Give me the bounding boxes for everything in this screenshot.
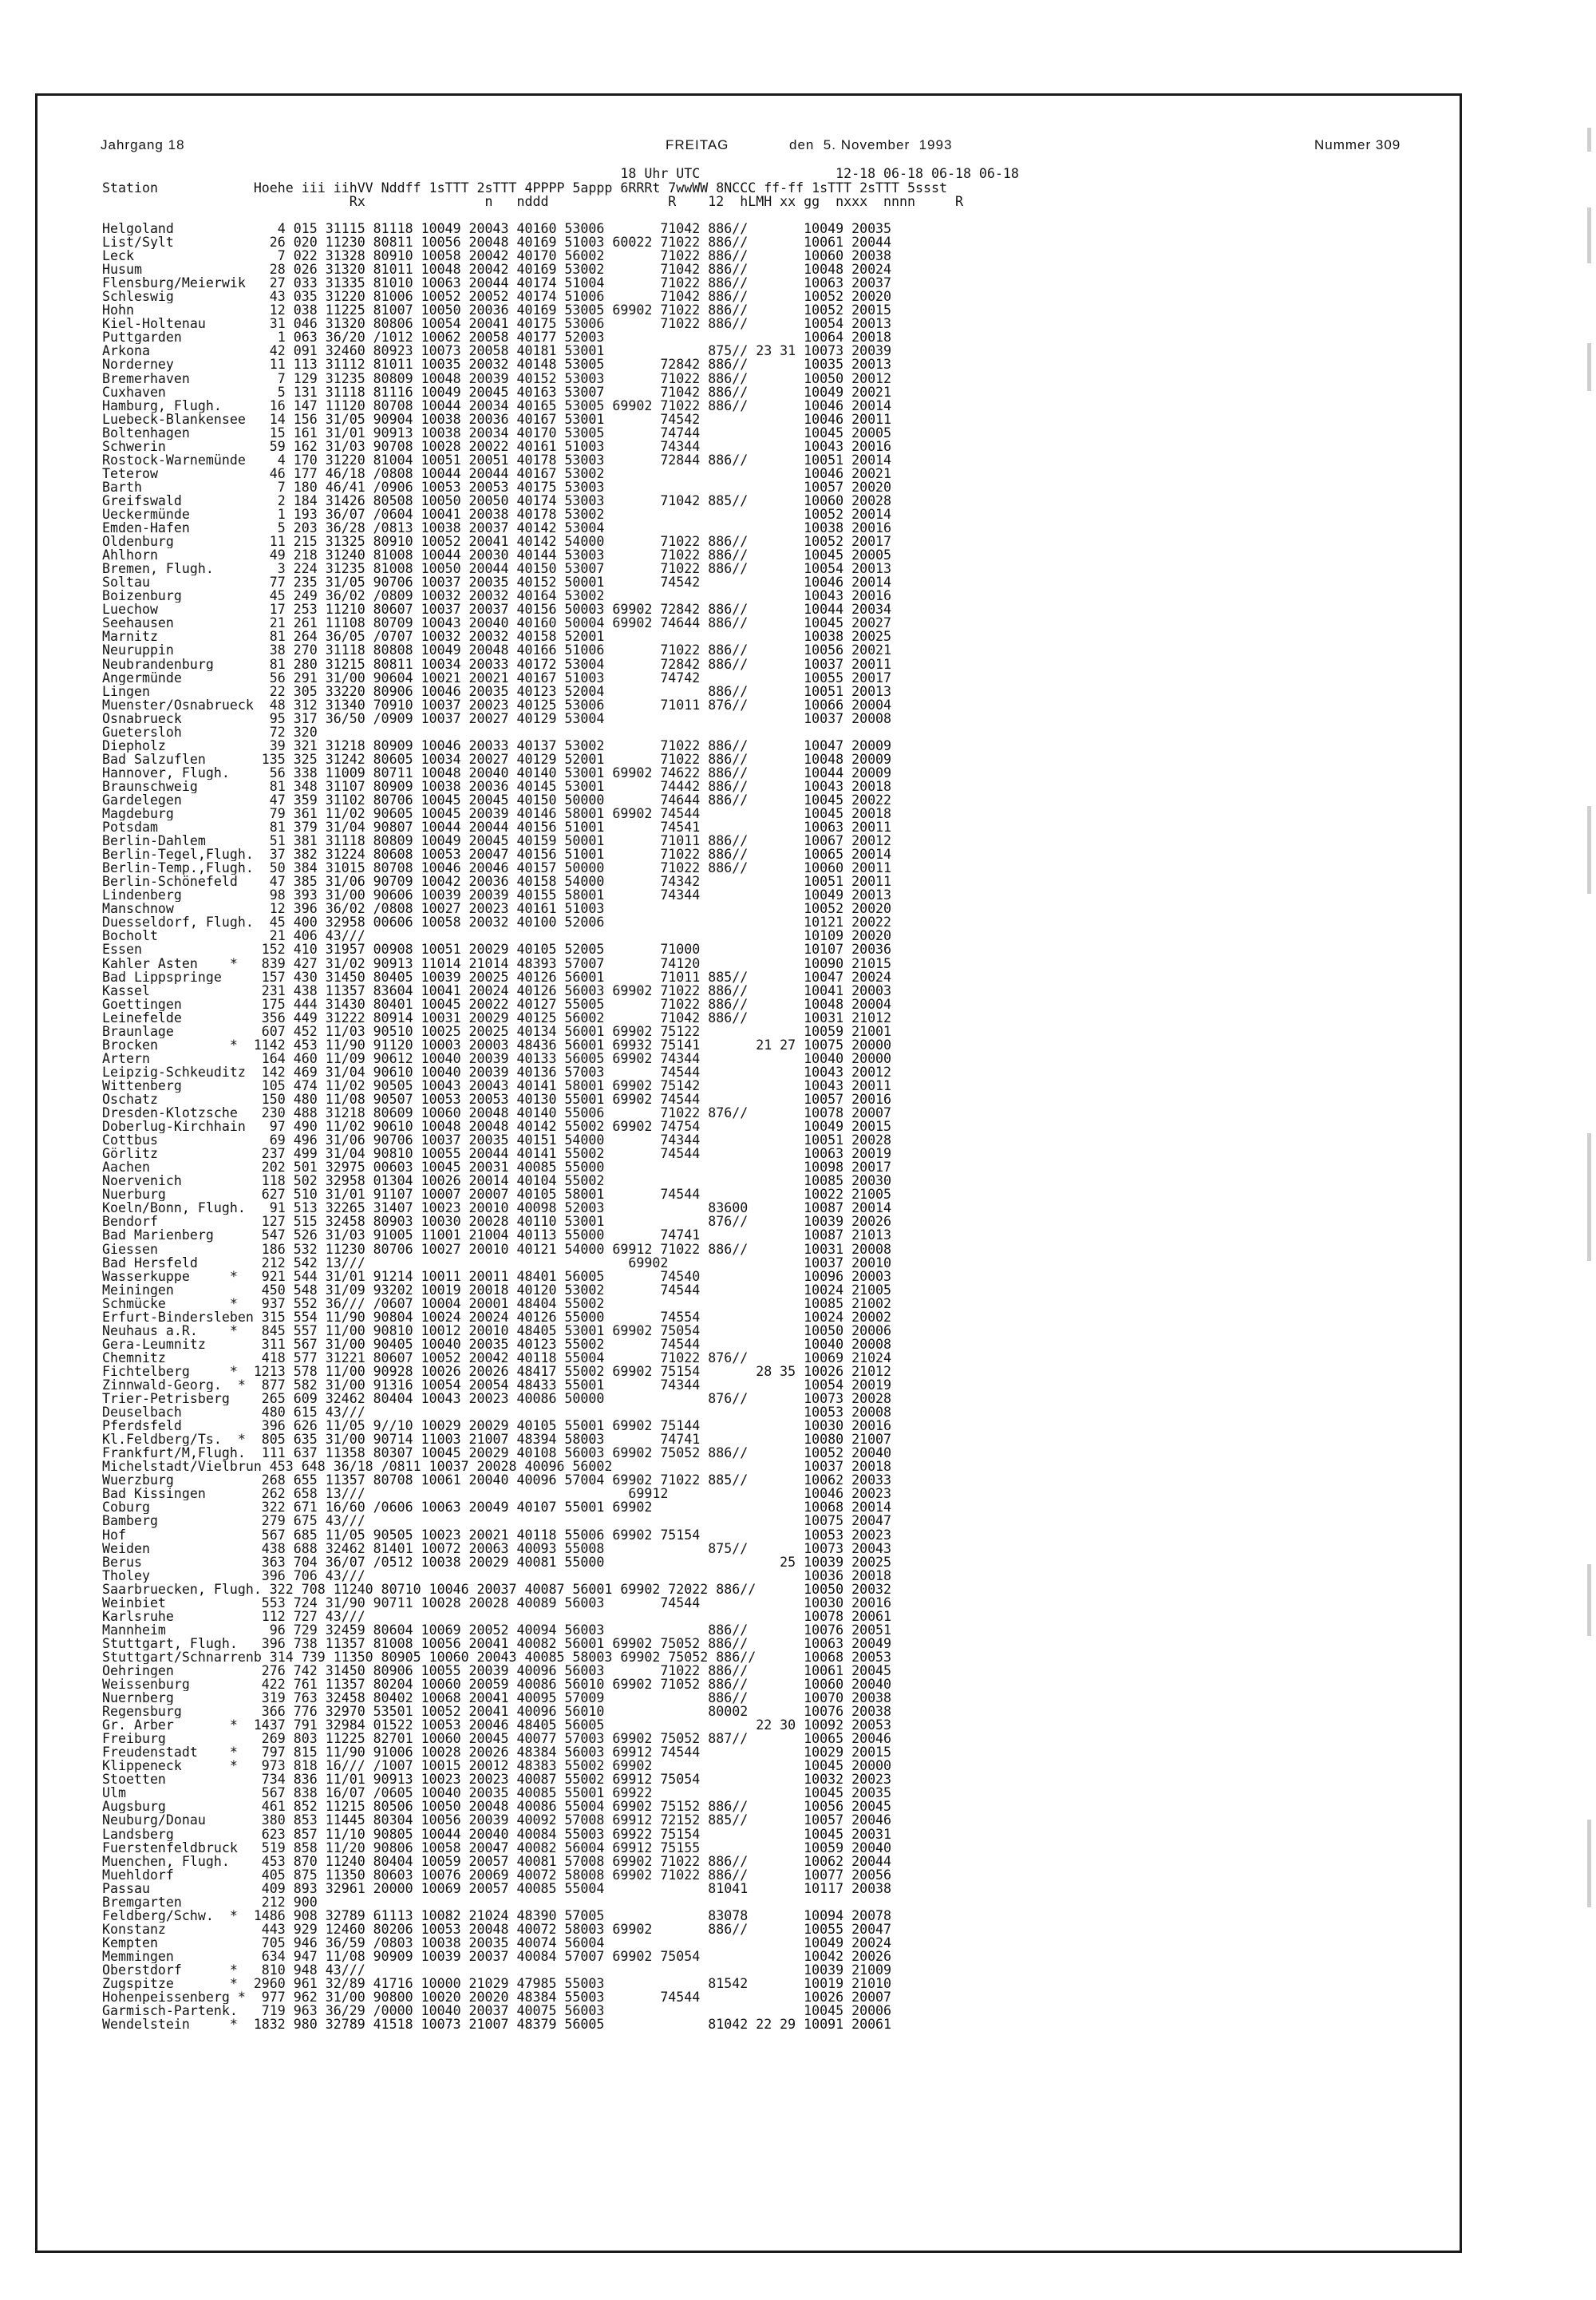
station-row: Guetersloh 72 320 bbox=[102, 725, 318, 739]
margin-mark bbox=[1587, 806, 1591, 894]
station-row: Helgoland 4 015 31115 81118 10049 20043 40160 53006 71042 886// 10049 20035 bbox=[102, 222, 892, 236]
station-row: Leck 7 022 31328 80910 10058 20042 40170 56002 71022 886// 10060 20038 bbox=[102, 249, 892, 263]
station-row: Fuerstenfeldbruck 519 858 11/20 90806 10058 20047 40082 56004 69912 75155 10059 20040 bbox=[102, 1840, 892, 1855]
station-row: Magdeburg 79 361 11/02 90605 10045 20039 40146 58001 69902 74544 10045 20018 bbox=[102, 807, 892, 821]
station-row: Wuerzburg 268 655 11357 80708 10061 20040 40096 57004 69902 71022 885// 10062 20033 bbox=[102, 1473, 892, 1488]
station-row: Erfurt-Bindersleben 315 554 11/90 90804 10024 20024 40126 55000 74554 10024 20002 bbox=[102, 1310, 892, 1324]
station-row: Emden-Hafen 5 203 36/28 /0813 10038 20037 40142 53004 10038 20016 bbox=[102, 521, 892, 535]
station-row: Wittenberg 105 474 11/02 90505 10043 20043 40141 58001 69902 75142 10043 20011 bbox=[102, 1078, 892, 1093]
margin-mark bbox=[1587, 128, 1591, 152]
station-row: Norderney 11 113 31112 81011 10035 20032 40148 53005 72842 886// 10035 20013 bbox=[102, 358, 892, 372]
station-row: Gardelegen 47 359 31102 80706 10045 20045 40150 50000 74644 886// 10045 20022 bbox=[102, 792, 892, 808]
station-row: Oschatz 150 480 11/08 90507 10053 20053 40130 55001 69902 74544 10057 20016 bbox=[102, 1093, 892, 1107]
station-row: Manschnow 12 396 36/02 /0808 10027 20023 40161 51003 10052 20020 bbox=[102, 902, 892, 916]
station-row: Muenchen, Flugh. 453 870 11240 80404 10059 20057 40081 57008 69902 71022 886// 10062 20044 bbox=[102, 1854, 892, 1868]
station-row: Kahler Asten * 839 427 31/02 90913 11014 21014 48393 57007 74120 10090 21015 bbox=[102, 956, 892, 970]
station-row: Chemnitz 418 577 31221 80607 10052 20042 40118 55004 71022 876// 10069 21024 bbox=[102, 1350, 892, 1365]
station-row: Bad Hersfeld 212 542 13/// 69902 10037 20010 bbox=[102, 1255, 892, 1270]
column-header-line-3: Rx n nddd R 12 hLMH xx gg nxxx nnnn R bbox=[102, 194, 963, 209]
station-table bbox=[102, 222, 1395, 2031]
station-row: Freiburg 269 803 11225 82701 10060 20045 40077 57003 69902 75052 887// 10065 20046 bbox=[102, 1732, 892, 1746]
station-row: List/Sylt 26 020 11230 80811 10056 20048 40169 51003 60022 71022 886// 10061 20044 bbox=[102, 235, 892, 250]
station-row: Kiel-Holtenau 31 046 31320 80806 10054 20041 40175 53006 71022 886// 10054 20013 bbox=[102, 317, 892, 331]
station-row: Coburg 322 671 16/60 /0606 10063 20049 40107 55001 69902 10068 20014 bbox=[102, 1500, 892, 1515]
station-row: Artern 164 460 11/09 90612 10040 20039 40133 56005 69902 74344 10040 20000 bbox=[102, 1051, 892, 1065]
station-row: Stuttgart/Schnarrenb 314 739 11350 80905 10060 20043 40085 58003 69902 75052 886// 10068 20053 bbox=[102, 1650, 892, 1664]
station-row: Barth 7 180 46/41 /0906 10053 20053 40175 53003 10057 20020 bbox=[102, 480, 892, 494]
station-row: Muenster/Osnabrueck 48 312 31340 70910 10037 20023 40125 53006 71011 876// 10066 20004 bbox=[102, 698, 892, 712]
station-row: Meiningen 450 548 31/09 93202 10019 20018 40120 53002 74544 10024 21005 bbox=[102, 1282, 892, 1297]
station-row: Neubrandenburg 81 280 31215 80811 10034 20033 40172 53004 72842 886// 10037 20011 bbox=[102, 657, 892, 671]
station-row: Schwerin 59 162 31/03 90708 10028 20022 40161 51003 74344 10043 20016 bbox=[102, 439, 892, 453]
station-row: Feldberg/Schw. * 1486 908 32789 61113 10082 21024 48390 57005 83078 10094 20078 bbox=[102, 1908, 892, 1923]
station-row: Seehausen 21 261 11108 80709 10043 20040 40160 50004 69902 74644 886// 10045 20027 bbox=[102, 616, 892, 630]
station-row: Luechow 17 253 11210 80607 10037 20037 40156 50003 69902 72842 886// 10044 20034 bbox=[102, 603, 892, 617]
station-row: Cuxhaven 5 131 31118 81116 10049 20045 40163 53007 71042 886// 10049 20021 bbox=[102, 385, 892, 399]
station-row: Aachen 202 501 32975 00603 10045 20031 40085 55000 10098 20017 bbox=[102, 1160, 892, 1175]
station-row: Landsberg 623 857 11/10 90805 10044 20040 40084 55003 69922 75154 10045 20031 bbox=[102, 1827, 892, 1841]
station-row: Koeln/Bonn, Flugh. 91 513 32265 31407 10023 20010 40098 52003 83600 10087 20014 bbox=[102, 1201, 892, 1215]
station-row: Oehringen 276 742 31450 80906 10055 20039 40096 56003 71022 886// 10061 20045 bbox=[102, 1663, 892, 1678]
station-row: Osnabrueck 95 317 36/50 /0909 10037 20027 40129 53004 10037 20008 bbox=[102, 711, 892, 725]
station-row: Lingen 22 305 33220 80906 10046 20035 40123 52004 886// 10051 20013 bbox=[102, 684, 892, 698]
station-row: Lindenberg 98 393 31/00 90606 10039 20039 40155 58001 74344 10049 20013 bbox=[102, 888, 892, 903]
station-row: Muehldorf 405 875 11350 80603 10076 20069 40072 58008 69902 71022 886// 10077 20056 bbox=[102, 1867, 892, 1882]
station-row: Karlsruhe 112 727 43/// 10078 20061 bbox=[102, 1609, 892, 1623]
issue-number: Nummer 309 bbox=[1314, 137, 1401, 152]
column-headers bbox=[102, 167, 1395, 209]
station-row: Schmücke * 937 552 36/// /0607 10004 20001 48404 55002 10085 21002 bbox=[102, 1296, 892, 1310]
station-row: Kassel 231 438 11357 83604 10041 20024 40126 56003 69902 71022 886// 10041 20003 bbox=[102, 983, 892, 998]
station-row: Wendelstein * 1832 980 32789 41518 10073 21007 48379 56005 81042 22 29 10091 20061 bbox=[102, 2017, 892, 2032]
station-row: Michelstadt/Vielbrun 453 648 36/18 /0811 10037 20028 40096 56002 10037 20018 bbox=[102, 1460, 892, 1474]
station-row: Boizenburg 45 249 36/02 /0809 10032 20032 40164 53002 10043 20016 bbox=[102, 589, 892, 603]
station-row: Freudenstadt * 797 815 11/90 91006 10028 20026 48384 56003 69912 74544 10029 20015 bbox=[102, 1745, 892, 1760]
weekday-label: FREITAG bbox=[666, 137, 729, 152]
date-label: den 5. November 1993 bbox=[789, 137, 953, 152]
station-row: Klippeneck * 973 818 16/// /1007 10015 20012 48383 55002 69902 10045 20000 bbox=[102, 1759, 892, 1773]
station-row: Rostock-Warnemünde 4 170 31220 81004 10051 20051 40178 53003 72844 886// 10051 20014 bbox=[102, 452, 892, 467]
station-row: Nuernberg 319 763 32458 80402 10068 20041 40095 57009 886// 10070 20038 bbox=[102, 1691, 892, 1705]
station-row: Bamberg 279 675 43/// 10075 20047 bbox=[102, 1514, 892, 1528]
station-row: Bocholt 21 406 43/// 10109 20020 bbox=[102, 929, 892, 943]
station-row: Duesseldorf, Flugh. 45 400 32958 00606 10058 20032 40100 52006 10121 20022 bbox=[102, 915, 892, 930]
station-row: Bremen, Flugh. 3 224 31235 81008 10050 20044 40150 53007 71022 886// 10054 20013 bbox=[102, 562, 892, 576]
jahrgang-label: Jahrgang 18 bbox=[101, 137, 185, 152]
station-row: Ulm 567 838 16/07 /0605 10040 20035 40085 55001 69922 10045 20035 bbox=[102, 1786, 892, 1800]
station-row: Hohenpeissenberg * 977 962 31/00 90800 10020 20020 48384 55003 74544 10026 20007 bbox=[102, 1990, 892, 2005]
station-row: Kl.Feldberg/Ts. * 805 635 31/00 90714 11003 21007 48394 58003 74741 10080 21007 bbox=[102, 1433, 892, 1447]
station-row: Boltenhagen 15 161 31/01 90913 10038 20034 40170 53005 74744 10045 20005 bbox=[102, 425, 892, 440]
column-header-line-1: 18 Uhr UTC 12-18 06-18 06-18 06-18 bbox=[102, 166, 1019, 181]
station-row: Schleswig 43 035 31220 81006 10052 20052 40174 51006 71042 886// 10052 20020 bbox=[102, 290, 892, 304]
station-row: Weiden 438 688 32462 81401 10072 20063 40093 55008 875// 10073 20043 bbox=[102, 1541, 892, 1555]
station-row: Hannover, Flugh. 56 338 11009 80711 10048 20040 40140 53001 69902 74622 886// 10044 20009 bbox=[102, 765, 892, 780]
station-row: Dresden-Klotzsche 230 488 31218 80609 10060 20048 40140 55006 71022 876// 10078 20007 bbox=[102, 1106, 892, 1120]
station-row: Zinnwald-Georg. * 877 582 31/00 91316 10054 20054 48433 55001 74344 10054 20019 bbox=[102, 1377, 892, 1393]
station-row: Deuselbach 480 615 43/// 10053 20008 bbox=[102, 1405, 892, 1420]
station-row: Neuburg/Donau 380 853 11445 80304 10056 20039 40092 57008 69912 72152 885// 10057 20046 bbox=[102, 1813, 892, 1828]
margin-mark bbox=[1587, 1820, 1591, 1907]
station-row: Passau 409 893 32961 20000 10069 20057 40085 55004 81041 10117 20038 bbox=[102, 1881, 892, 1895]
station-row: Hohn 12 038 11225 81007 10050 20036 40169 53005 69902 71022 886// 10052 20015 bbox=[102, 303, 892, 318]
station-row: Bad Marienberg 547 526 31/03 91005 11001 21004 40113 55000 74741 10087 21013 bbox=[102, 1228, 892, 1243]
station-row: Cottbus 69 496 31/06 90706 10037 20035 40151 54000 74344 10051 20028 bbox=[102, 1133, 892, 1148]
station-row: Doberlug-Kirchhain 97 490 11/02 90610 10048 20048 40142 55002 69902 74754 10049 20015 bbox=[102, 1120, 892, 1134]
station-row: Soltau 77 235 31/05 90706 10037 20035 40152 50001 74542 10046 20014 bbox=[102, 575, 892, 590]
station-row: Kempten 705 946 36/59 /0803 10038 20035 40074 56004 10049 20024 bbox=[102, 1935, 892, 1950]
station-row: Brocken * 1142 453 11/90 91120 10003 20003 48436 56001 69932 75141 21 27 10075 20000 bbox=[102, 1037, 892, 1052]
station-row: Leinefelde 356 449 31222 80914 10031 20029 40125 56002 71042 886// 10031 21012 bbox=[102, 1010, 892, 1025]
station-row: Oldenburg 11 215 31325 80910 10052 20041 40142 54000 71022 886// 10052 20017 bbox=[102, 535, 892, 549]
station-row: Tholey 396 706 43/// 10036 20018 bbox=[102, 1568, 892, 1583]
station-row: Fichtelberg * 1213 578 11/00 90928 10026 20026 48417 55002 69902 75154 28 35 10026 21012 bbox=[102, 1364, 892, 1378]
station-row: Görlitz 237 499 31/04 90810 10055 20044 40141 55002 74544 10063 20019 bbox=[102, 1147, 892, 1161]
station-row: Neuhaus a.R. * 845 557 11/00 90810 10012 20010 48405 53001 69902 75054 10050 20006 bbox=[102, 1323, 892, 1338]
station-row: Memmingen 634 947 11/08 90909 10039 20037 40084 57007 69902 75054 10042 20026 bbox=[102, 1949, 892, 1963]
station-row: Noervenich 118 502 32958 01304 10026 20014 40104 55002 10085 20030 bbox=[102, 1174, 892, 1188]
station-row: Potsdam 81 379 31/04 90807 10044 20044 40156 51001 74541 10063 20011 bbox=[102, 820, 892, 835]
station-row: Flensburg/Meierwik 27 033 31335 81010 10063 20044 40174 51004 71022 886// 10063 20037 bbox=[102, 276, 892, 290]
station-row: Pferdsfeld 396 626 11/05 9//10 10029 20029 40105 55001 69902 75144 10030 20016 bbox=[102, 1419, 892, 1433]
station-row: Zugspitze * 2960 961 32/89 41716 10000 21029 47985 55003 81542 10019 21010 bbox=[102, 1977, 892, 1991]
station-row: Berlin-Schönefeld 47 385 31/06 90709 10042 20036 40158 54000 74342 10051 20011 bbox=[102, 875, 892, 889]
station-row: Mannheim 96 729 32459 80604 10069 20052 40094 56003 886// 10076 20051 bbox=[102, 1622, 892, 1637]
station-row: Nuerburg 627 510 31/01 91107 10007 20007 40105 58001 74544 10022 21005 bbox=[102, 1188, 892, 1202]
station-row: Berlin-Dahlem 51 381 31118 80809 10049 20045 40159 50001 71011 886// 10067 20012 bbox=[102, 834, 892, 848]
station-row: Gr. Arber * 1437 791 32984 01522 10053 20046 48405 56005 22 30 10092 20053 bbox=[102, 1718, 892, 1733]
station-row: Bremerhaven 7 129 31235 80809 10048 20039 40152 53003 71022 886// 10050 20012 bbox=[102, 371, 892, 385]
station-row: Bendorf 127 515 32458 80903 10030 20028 40110 53001 876// 10039 20026 bbox=[102, 1215, 892, 1229]
station-row: Berus 363 704 36/07 /0512 10038 20029 40081 55000 25 10039 20025 bbox=[102, 1555, 892, 1569]
station-row: Weinbiet 553 724 31/90 90711 10028 20028 40089 56003 74544 10030 20016 bbox=[102, 1595, 892, 1610]
column-header-line-2: Station Hoehe iii iihVV Nddff 1sTTT 2sTTT 4PPPP 5appp 6RRRt 7wwWW 8NCCC ff-ff 1sTTT 2sTTT 5ssst bbox=[102, 180, 947, 196]
station-row: Giessen 186 532 11230 80706 10027 20010 40121 54000 69912 71022 886// 10031 20008 bbox=[102, 1242, 892, 1256]
station-row: Bad Lippspringe 157 430 31450 80405 10039 20025 40126 56001 71011 885// 10047 20024 bbox=[102, 970, 892, 984]
margin-mark bbox=[1587, 1133, 1591, 1261]
station-row: Regensburg 366 776 32970 53501 10052 20041 40096 56010 80002 10076 20038 bbox=[102, 1705, 892, 1719]
station-row: Saarbruecken, Flugh. 322 708 11240 80710 10046 20037 40087 56001 69902 72022 886// 10050 20032 bbox=[102, 1582, 892, 1596]
station-row: Teterow 46 177 46/18 /0808 10044 20044 40167 53002 10046 20021 bbox=[102, 466, 892, 480]
station-row: Goettingen 175 444 31430 80401 10045 20022 40127 55005 71022 886// 10048 20004 bbox=[102, 997, 892, 1011]
station-row: Trier-Petrisberg 265 609 32462 80404 10043 20023 40086 50000 876// 10073 20028 bbox=[102, 1392, 892, 1406]
margin-mark bbox=[1587, 207, 1591, 263]
station-row: Marnitz 81 264 36/05 /0707 10032 20032 40158 52001 10038 20025 bbox=[102, 630, 892, 644]
station-row: Weissenburg 422 761 11357 80204 10060 20059 40086 56010 69902 71052 886// 10060 20040 bbox=[102, 1678, 892, 1692]
station-row: Konstanz 443 929 12460 80206 10053 20048 40072 58003 69902 886// 10055 20047 bbox=[102, 1922, 892, 1936]
station-row: Berlin-Tegel,Flugh. 37 382 31224 80608 10053 20047 40156 51001 71022 886// 10065 20014 bbox=[102, 848, 892, 862]
margin-mark bbox=[1587, 1564, 1591, 1636]
station-row: Leipzig-Schkeuditz 142 469 31/04 90610 10040 20039 40136 57003 74544 10043 20012 bbox=[102, 1065, 892, 1079]
station-row: Hof 567 685 11/05 90505 10023 20021 40118 55006 69902 75154 10053 20023 bbox=[102, 1527, 892, 1542]
station-row: Ueckermünde 1 193 36/07 /0604 10041 20038 40178 53002 10052 20014 bbox=[102, 507, 892, 522]
station-row: Puttgarden 1 063 36/20 /1012 10062 20058 40177 52003 10064 20018 bbox=[102, 330, 892, 345]
station-row: Frankfurt/M,Flugh. 111 637 11358 80307 10045 20029 40108 56003 69902 75052 886// 10052 20040 bbox=[102, 1446, 892, 1460]
station-row: Augsburg 461 852 11215 80506 10050 20048 40086 55004 69902 75152 886// 10056 20045 bbox=[102, 1800, 892, 1814]
station-row: Stuttgart, Flugh. 396 738 11357 81008 10056 20041 40082 56001 69902 75052 886// 10063 20049 bbox=[102, 1636, 892, 1650]
station-row: Oberstdorf * 810 948 43/// 10039 21009 bbox=[102, 1963, 892, 1978]
station-row: Angermünde 56 291 31/00 90604 10021 20021 40167 51003 74742 10055 20017 bbox=[102, 670, 892, 685]
station-row: Berlin-Temp.,Flugh. 50 384 31015 80708 10046 20046 40157 50000 71022 886// 10060 20011 bbox=[102, 861, 892, 875]
station-row: Stoetten 734 836 11/01 90913 10023 20023 40087 55002 69912 75054 10032 20023 bbox=[102, 1772, 892, 1787]
station-row: Wasserkuppe * 921 544 31/01 91214 10011 20011 48401 56005 74540 10096 20003 bbox=[102, 1269, 892, 1283]
station-row: Hamburg, Flugh. 16 147 11120 80708 10044 20034 40165 53005 69902 71022 886// 10046 20014 bbox=[102, 398, 892, 413]
station-row: Bad Salzuflen 135 325 31242 80605 10034 20027 40129 52001 71022 886// 10048 20009 bbox=[102, 752, 892, 766]
station-row: Diepholz 39 321 31218 80909 10046 20033 40137 53002 71022 886// 10047 20009 bbox=[102, 738, 892, 753]
station-row: Greifswald 2 184 31426 80508 10050 20050 40174 53003 71042 885// 10060 20028 bbox=[102, 493, 892, 508]
station-row: Bremgarten 212 900 bbox=[102, 1895, 318, 1909]
station-row: Braunschweig 81 348 31107 80909 10038 20036 40145 53001 74442 886// 10043 20018 bbox=[102, 779, 892, 793]
station-row: Gera-Leumnitz 311 567 31/00 90405 10040 20035 40123 55002 74544 10040 20008 bbox=[102, 1337, 892, 1351]
margin-mark bbox=[1587, 343, 1591, 391]
document-frame bbox=[35, 93, 1462, 2253]
page-header bbox=[38, 137, 1460, 156]
station-row: Bad Kissingen 262 658 13/// 69912 10046 20023 bbox=[102, 1487, 892, 1501]
station-row: Husum 28 026 31320 81011 10048 20042 40169 53002 71042 886// 10048 20024 bbox=[102, 263, 892, 277]
station-row: Essen 152 410 31957 00908 10051 20029 40105 52005 71000 10107 20036 bbox=[102, 943, 892, 957]
station-row: Ahlhorn 49 218 31240 81008 10044 20030 40144 53003 71022 886// 10045 20005 bbox=[102, 548, 892, 563]
station-row: Garmisch-Partenk. 719 963 36/29 /0000 10040 20037 40075 56003 10045 20006 bbox=[102, 2004, 892, 2018]
station-row: Braunlage 607 452 11/03 90510 10025 20025 40134 56001 69902 75122 10059 21001 bbox=[102, 1024, 892, 1038]
station-row: Neuruppin 38 270 31118 80808 10049 20048 40166 51006 71022 886// 10056 20021 bbox=[102, 643, 892, 658]
station-row: Luebeck-Blankensee 14 156 31/05 90904 10038 20036 40167 53001 74542 10046 20011 bbox=[102, 412, 892, 426]
station-row: Arkona 42 091 32460 80923 10073 20058 40181 53001 875// 23 31 10073 20039 bbox=[102, 344, 892, 358]
